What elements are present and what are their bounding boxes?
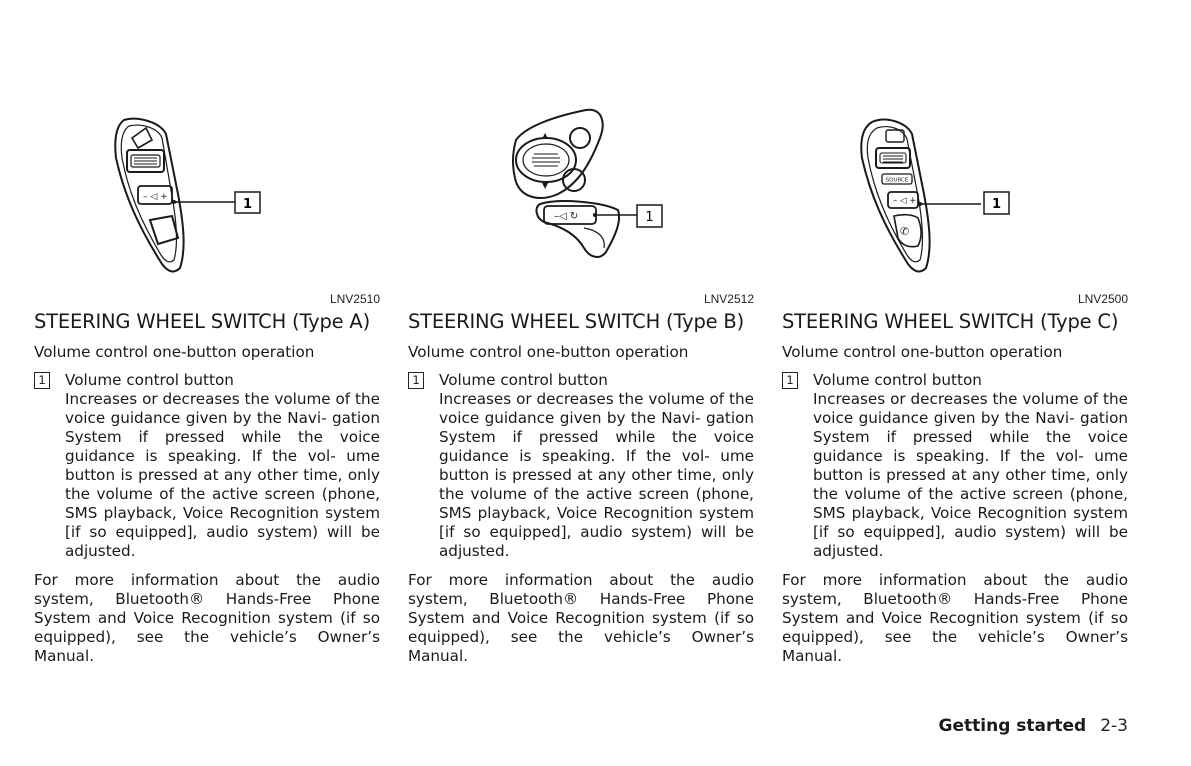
steering-switch-type-a-illustration [34,98,380,288]
steering-switch-type-a-figure [34,98,380,288]
footer-section-title: Getting started [938,716,1087,736]
subheading: Volume control one-button operation [34,343,315,361]
figure-id: LNV2500 [1077,292,1128,306]
callout-number: 1 [645,210,654,225]
more-info-paragraph: For more information about the audio system, Bluetooth® Hands-Free Phone System and Voice Recognition system (if so equipped), see the vehicle’s Owner’s Manual. [782,571,1128,665]
figure-id: LNV2512 [703,292,754,306]
page-number: 2-3 [1100,716,1128,736]
item-title: Volume control button [813,371,982,389]
list-item-volume-control [782,371,1128,561]
column-type-c [782,98,1128,666]
figure-id: LNV2510 [329,292,380,306]
svg-text:– ◁ +: – ◁ + [143,192,168,202]
steering-switch-type-c-illustration [782,98,1128,288]
steering-switch-type-b-figure [408,98,754,288]
svg-text:–◁ ↻: –◁ ↻ [554,211,579,222]
item-body: Increases or decreases the volume of the voice guidance given by the Navi- gation System if pressed while the voice guidance is speaking. If the vol- ume button is pressed at any other time, only the volume of the active screen (phone, SMS playback, Voice Recognition system [if so equipped], audio system) will be adjusted. [65,390,380,560]
item-number-box: 1 [34,372,50,389]
steering-switch-type-b-illustration [408,98,754,288]
list-item-volume-control [34,371,380,561]
source-button-label: SOURCE [885,177,909,184]
column-type-b [408,98,754,666]
item-body: Increases or decreases the volume of the voice guidance given by the Navi- gation System if pressed while the voice guidance is speaking. If the vol- ume button is pressed at any other time, only the volume of the active screen (phone, SMS playback, Voice Recognition system [if so equipped], audio system) will be adjusted. [813,390,1128,560]
section-heading: STEERING WHEEL SWITCH (Type A) [34,310,370,333]
callout-number: 1 [991,197,1002,212]
item-body: Increases or decreases the volume of the voice guidance given by the Navi- gation System if pressed while the voice guidance is speaking. If the vol- ume button is pressed at any other time, only the volume of the active screen (phone, SMS playback, Voice Recognition system [if so equipped], audio system) will be adjusted. [439,390,754,560]
item-number-box: 1 [782,372,798,389]
item-number-box: 1 [408,372,424,389]
column-type-a [34,98,380,666]
svg-text:▲: ▲ [542,131,549,140]
callout-number: 1 [242,197,253,212]
item-title: Volume control button [65,371,234,389]
item-title: Volume control button [439,371,608,389]
more-info-paragraph: For more information about the audio system, Bluetooth® Hands-Free Phone System and Voice Recognition system (if so equipped), see the vehicle’s Owner’s Manual. [408,571,754,665]
more-info-paragraph: For more information about the audio system, Bluetooth® Hands-Free Phone System and Voice Recognition system (if so equipped), see the vehicle’s Owner’s Manual. [34,571,380,665]
subheading: Volume control one-button operation [782,343,1063,361]
svg-text:▼: ▼ [542,181,549,190]
svg-text:– ◁ +: – ◁ + [893,196,917,206]
steering-switch-type-c-figure [782,98,1128,288]
page-footer [939,716,1128,736]
section-heading: STEERING WHEEL SWITCH (Type C) [782,310,1119,333]
list-item-volume-control [408,371,754,561]
subheading: Volume control one-button operation [408,343,689,361]
section-heading: STEERING WHEEL SWITCH (Type B) [408,310,745,333]
svg-text:✆: ✆ [900,225,910,238]
